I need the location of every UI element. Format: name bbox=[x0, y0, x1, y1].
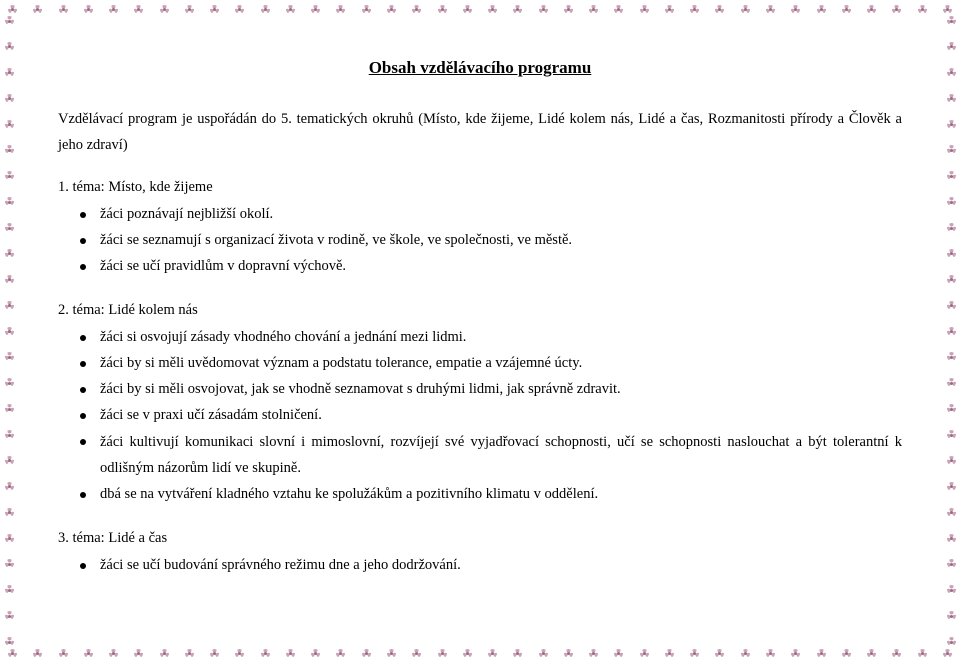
flower-icon bbox=[564, 5, 573, 14]
flower-icon bbox=[947, 352, 956, 361]
list-item: žáci poznávají nejbližší okolí. bbox=[58, 202, 902, 228]
flower-icon bbox=[614, 5, 623, 14]
list-item: žáci se v praxi učí zásadám stolničení. bbox=[58, 403, 902, 429]
flower-icon bbox=[488, 649, 497, 658]
flower-icon bbox=[892, 649, 901, 658]
document-body bbox=[58, 56, 902, 579]
flower-icon bbox=[947, 197, 956, 206]
flower-icon bbox=[5, 171, 14, 180]
flower-icon bbox=[235, 649, 244, 658]
list-item: žáci se učí budování správného režimu dne a jeho dodržování. bbox=[58, 553, 902, 579]
flower-icon bbox=[387, 5, 396, 14]
flower-icon bbox=[947, 145, 956, 154]
flower-icon bbox=[311, 5, 320, 14]
flower-icon bbox=[185, 649, 194, 658]
flower-icon bbox=[665, 649, 674, 658]
flower-icon bbox=[5, 508, 14, 517]
flower-icon bbox=[947, 456, 956, 465]
topic-list-1 bbox=[58, 202, 902, 279]
flower-icon bbox=[947, 559, 956, 568]
flower-icon bbox=[235, 5, 244, 14]
flower-icon bbox=[564, 649, 573, 658]
flower-icon bbox=[109, 649, 118, 658]
flower-icon bbox=[84, 649, 93, 658]
flower-icon bbox=[943, 5, 952, 14]
flower-icon bbox=[8, 649, 17, 658]
flower-icon bbox=[412, 649, 421, 658]
bullet-icon bbox=[80, 492, 86, 498]
page-border-left bbox=[2, 16, 16, 646]
flower-icon bbox=[5, 120, 14, 129]
bullet-icon bbox=[80, 563, 86, 569]
intro-paragraph: Vzdělávací program je uspořádán do 5. tematických okruhů (Místo, kde žijeme, Lidé kolem nás, Lidé a čas, Rozmanitosti přírody a Člověk a jeho zdraví) bbox=[58, 111, 902, 153]
flower-icon bbox=[336, 5, 345, 14]
flower-icon bbox=[5, 94, 14, 103]
flower-icon bbox=[766, 649, 775, 658]
flower-icon bbox=[741, 5, 750, 14]
flower-icon bbox=[5, 352, 14, 361]
flower-icon bbox=[33, 5, 42, 14]
flower-icon bbox=[5, 559, 14, 568]
flower-icon bbox=[286, 649, 295, 658]
page-border-top bbox=[8, 2, 952, 16]
flower-icon bbox=[892, 5, 901, 14]
flower-icon bbox=[947, 404, 956, 413]
flower-icon bbox=[362, 649, 371, 658]
flower-icon bbox=[387, 649, 396, 658]
flower-icon bbox=[5, 275, 14, 284]
flower-icon bbox=[5, 404, 14, 413]
flower-icon bbox=[5, 197, 14, 206]
flower-icon bbox=[438, 5, 447, 14]
flower-icon bbox=[5, 327, 14, 336]
bullet-icon bbox=[80, 335, 86, 341]
bullet-icon bbox=[80, 361, 86, 367]
flower-icon bbox=[947, 16, 956, 25]
flower-icon bbox=[438, 649, 447, 658]
topic-title-2: 2. téma: Lidé kolem nás bbox=[58, 302, 198, 319]
flower-icon bbox=[947, 171, 956, 180]
list-item: žáci se seznamují s organizací života v rodině, ve škole, ve společnosti, ve městě. bbox=[58, 228, 902, 254]
bullet-icon bbox=[80, 264, 86, 270]
flower-icon bbox=[33, 649, 42, 658]
flower-icon bbox=[59, 649, 68, 658]
flower-icon bbox=[134, 649, 143, 658]
flower-icon bbox=[463, 649, 472, 658]
flower-icon bbox=[947, 534, 956, 543]
flower-icon bbox=[817, 5, 826, 14]
flower-icon bbox=[690, 5, 699, 14]
list-item: žáci kultivují komunikaci slovní i mimoslovní, rozvíjejí své vyjadřovací schopnosti, učí se schopnosti naslouchat a být tolerantní k odlišným názorům lidí ve skupině. bbox=[58, 429, 902, 482]
flower-icon bbox=[8, 5, 17, 14]
flower-icon bbox=[947, 94, 956, 103]
flower-icon bbox=[412, 5, 421, 14]
flower-icon bbox=[589, 649, 598, 658]
flower-icon bbox=[690, 649, 699, 658]
topic-title-1: 1. téma: Místo, kde žijeme bbox=[58, 179, 213, 195]
flower-icon bbox=[5, 301, 14, 310]
flower-icon bbox=[5, 145, 14, 154]
flower-icon bbox=[185, 5, 194, 14]
flower-icon bbox=[589, 5, 598, 14]
bullet-icon bbox=[80, 439, 86, 445]
flower-icon bbox=[947, 327, 956, 336]
flower-icon bbox=[614, 649, 623, 658]
flower-icon bbox=[947, 430, 956, 439]
flower-icon bbox=[488, 5, 497, 14]
flower-icon bbox=[867, 5, 876, 14]
list-item: žáci se učí pravidlům v dopravní výchově. bbox=[58, 254, 902, 280]
flower-icon bbox=[539, 5, 548, 14]
topic-title-3: 3. téma: Lidé a čas bbox=[58, 530, 168, 547]
flower-icon bbox=[5, 249, 14, 258]
flower-icon bbox=[918, 649, 927, 658]
flower-icon bbox=[513, 649, 522, 658]
flower-icon bbox=[336, 649, 345, 658]
flower-icon bbox=[947, 482, 956, 491]
flower-icon bbox=[5, 482, 14, 491]
bullet-icon bbox=[80, 212, 86, 218]
flower-icon bbox=[791, 5, 800, 14]
flower-icon bbox=[59, 5, 68, 14]
flower-icon bbox=[640, 5, 649, 14]
list-item: dbá se na vytváření kladného vztahu ke spolužákům a pozitivního klimatu v oddělení. bbox=[58, 482, 902, 508]
flower-icon bbox=[947, 223, 956, 232]
flower-icon bbox=[715, 649, 724, 658]
flower-icon bbox=[5, 534, 14, 543]
flower-icon bbox=[261, 5, 270, 14]
flower-icon bbox=[463, 5, 472, 14]
flower-icon bbox=[160, 649, 169, 658]
flower-icon bbox=[5, 585, 14, 594]
flower-icon bbox=[741, 649, 750, 658]
flower-icon bbox=[261, 649, 270, 658]
flower-icon bbox=[791, 649, 800, 658]
flower-icon bbox=[947, 249, 956, 258]
flower-icon bbox=[84, 5, 93, 14]
topic-list-3 bbox=[58, 553, 902, 579]
page-border-bottom bbox=[8, 646, 952, 660]
flower-icon bbox=[817, 649, 826, 658]
flower-icon bbox=[947, 301, 956, 310]
flower-icon bbox=[766, 5, 775, 14]
list-item: žáci by si měli osvojovat, jak se vhodně seznamovat s druhými lidmi, jak správně zdravit. bbox=[58, 377, 902, 403]
flower-icon bbox=[5, 68, 14, 77]
flower-icon bbox=[715, 5, 724, 14]
flower-icon bbox=[947, 275, 956, 284]
flower-icon bbox=[210, 5, 219, 14]
flower-icon bbox=[842, 5, 851, 14]
flower-icon bbox=[539, 649, 548, 658]
topic-list-2 bbox=[58, 325, 902, 507]
flower-icon bbox=[311, 649, 320, 658]
bullet-icon bbox=[80, 387, 86, 393]
flower-icon bbox=[947, 585, 956, 594]
page-border-right bbox=[944, 16, 958, 646]
flower-icon bbox=[5, 378, 14, 387]
flower-icon bbox=[362, 5, 371, 14]
flower-icon bbox=[947, 637, 956, 646]
flower-icon bbox=[947, 120, 956, 129]
flower-icon bbox=[943, 649, 952, 658]
flower-icon bbox=[947, 68, 956, 77]
page-title: Obsah vzdělávacího programu bbox=[368, 58, 592, 77]
list-item: žáci si osvojují zásady vhodného chování a jednání mezi lidmi. bbox=[58, 325, 902, 351]
flower-icon bbox=[5, 611, 14, 620]
flower-icon bbox=[640, 649, 649, 658]
flower-icon bbox=[947, 378, 956, 387]
flower-icon bbox=[160, 5, 169, 14]
flower-icon bbox=[5, 456, 14, 465]
list-item: žáci by si měli uvědomovat význam a podstatu tolerance, empatie a vzájemné úcty. bbox=[58, 351, 902, 377]
flower-icon bbox=[286, 5, 295, 14]
flower-icon bbox=[867, 649, 876, 658]
flower-icon bbox=[5, 637, 14, 646]
flower-icon bbox=[210, 649, 219, 658]
flower-icon bbox=[5, 430, 14, 439]
flower-icon bbox=[134, 5, 143, 14]
flower-icon bbox=[109, 5, 118, 14]
flower-icon bbox=[947, 508, 956, 517]
flower-icon bbox=[5, 223, 14, 232]
flower-icon bbox=[947, 611, 956, 620]
flower-icon bbox=[665, 5, 674, 14]
flower-icon bbox=[5, 42, 14, 51]
bullet-icon bbox=[80, 238, 86, 244]
bullet-icon bbox=[80, 413, 86, 419]
flower-icon bbox=[513, 5, 522, 14]
flower-icon bbox=[842, 649, 851, 658]
flower-icon bbox=[5, 16, 14, 25]
flower-icon bbox=[947, 42, 956, 51]
flower-icon bbox=[918, 5, 927, 14]
